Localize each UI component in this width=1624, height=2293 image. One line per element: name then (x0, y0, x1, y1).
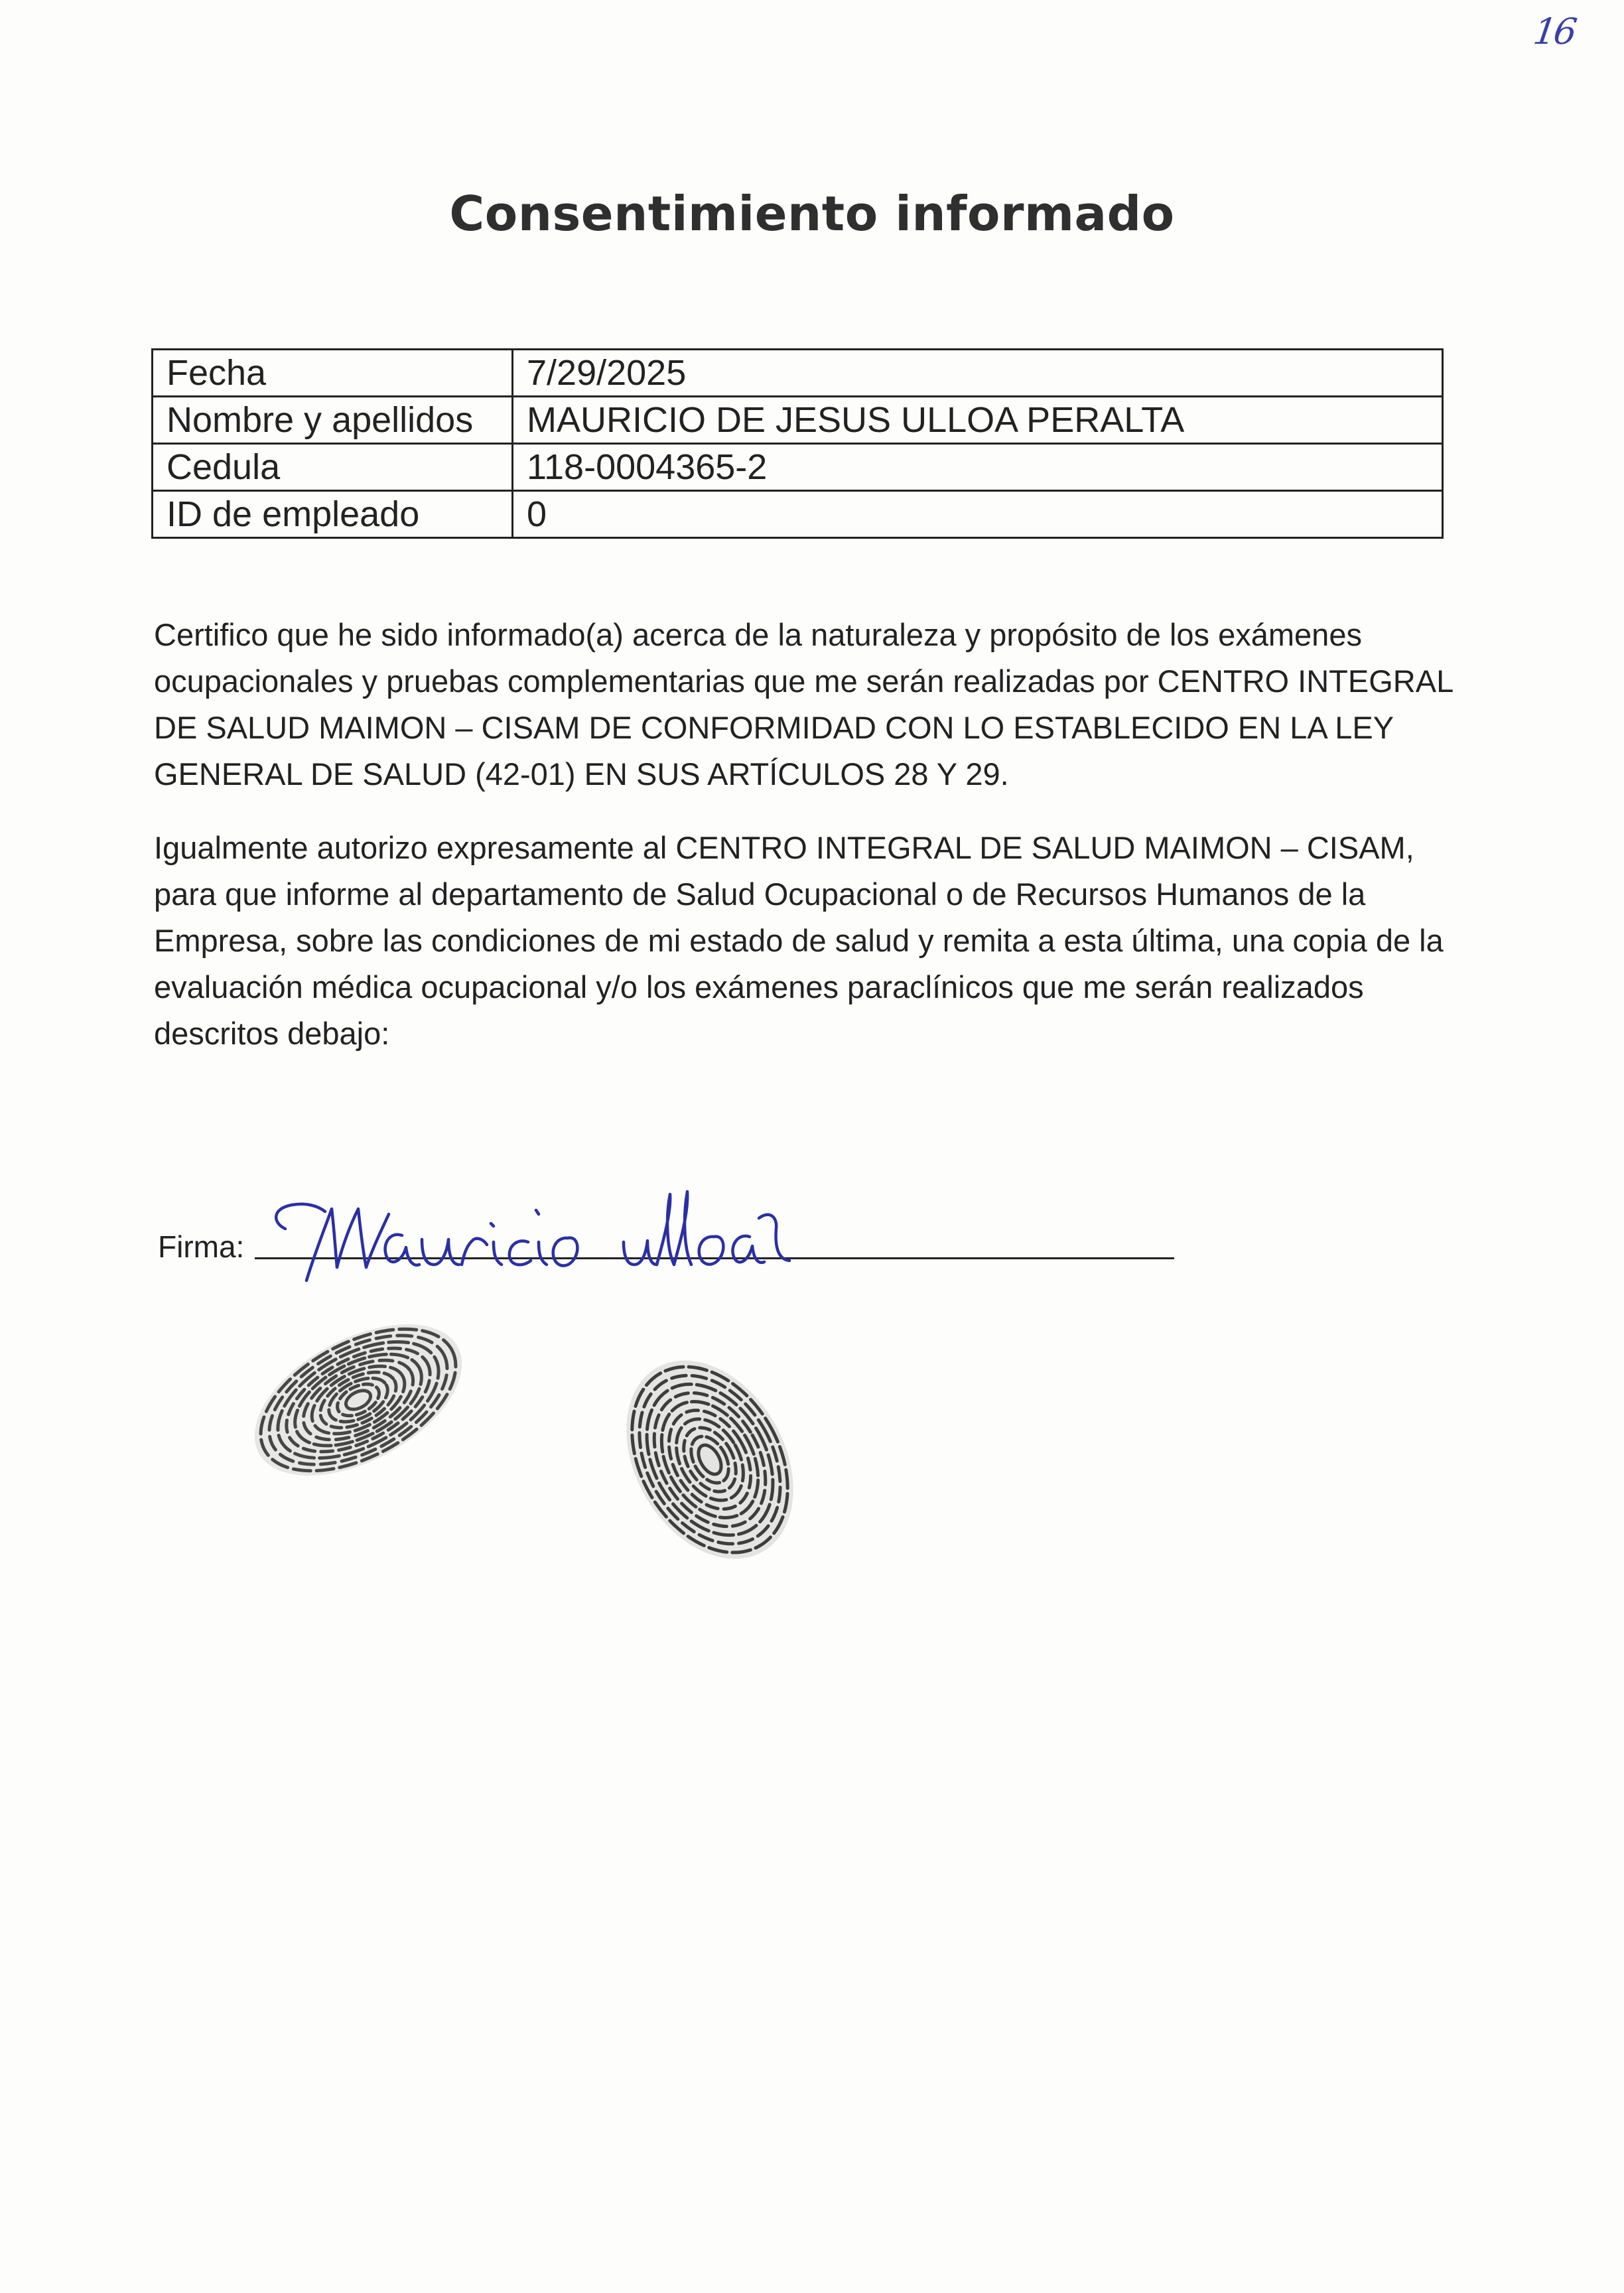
signature-image (265, 1168, 902, 1294)
table-value: MAURICIO DE JESUS ULLOA PERALTA (513, 397, 1443, 444)
table-row (153, 350, 1443, 397)
table-row (153, 491, 1443, 538)
table-row (153, 444, 1443, 491)
table-label: Fecha (153, 350, 513, 397)
table-row (153, 397, 1443, 444)
table-value: 7/29/2025 (513, 350, 1443, 397)
table-label: ID de empleado (153, 491, 513, 538)
employee-info-table (151, 348, 1444, 539)
consent-paragraph-1: Certifico que he sido informado(a) acerca de la naturaleza y propósito de los exámenes ocupacionales y pruebas complementarias que me serán realizadas por CENTRO INTEGRAL DE SALUD MAIMON – CISAM DE CONFORMIDAD CON LO ESTABLECIDO EN LA LEY GENERAL DE SALUD (42-01) EN SUS ARTÍCULOS 28 Y 29. (154, 617, 1453, 792)
fingerprint-left (226, 1300, 491, 1499)
table-label: Cedula (153, 444, 513, 491)
table-label: Nombre y apellidos (153, 397, 513, 444)
table-value: 0 (513, 491, 1443, 538)
fingerprint-right (600, 1340, 819, 1579)
consent-paragraph-2: Igualmente autorizo expresamente al CENTRO INTEGRAL DE SALUD MAIMON – CISAM, para que informe al departamento de Salud Ocupacional o de Recursos Humanos de la Empresa, sobre las condiciones de mi estado de salud y remita a esta última, una copia de la evaluación médica ocupacional y/o los exámenes paraclínicos que me serán realizados descritos debajo: (154, 830, 1444, 1051)
page-title: Consentimiento informado (449, 186, 1175, 242)
page-number: 16 (1530, 11, 1578, 52)
signature-label: Firma: (158, 1229, 245, 1264)
table-value: 118-0004365-2 (513, 444, 1443, 491)
